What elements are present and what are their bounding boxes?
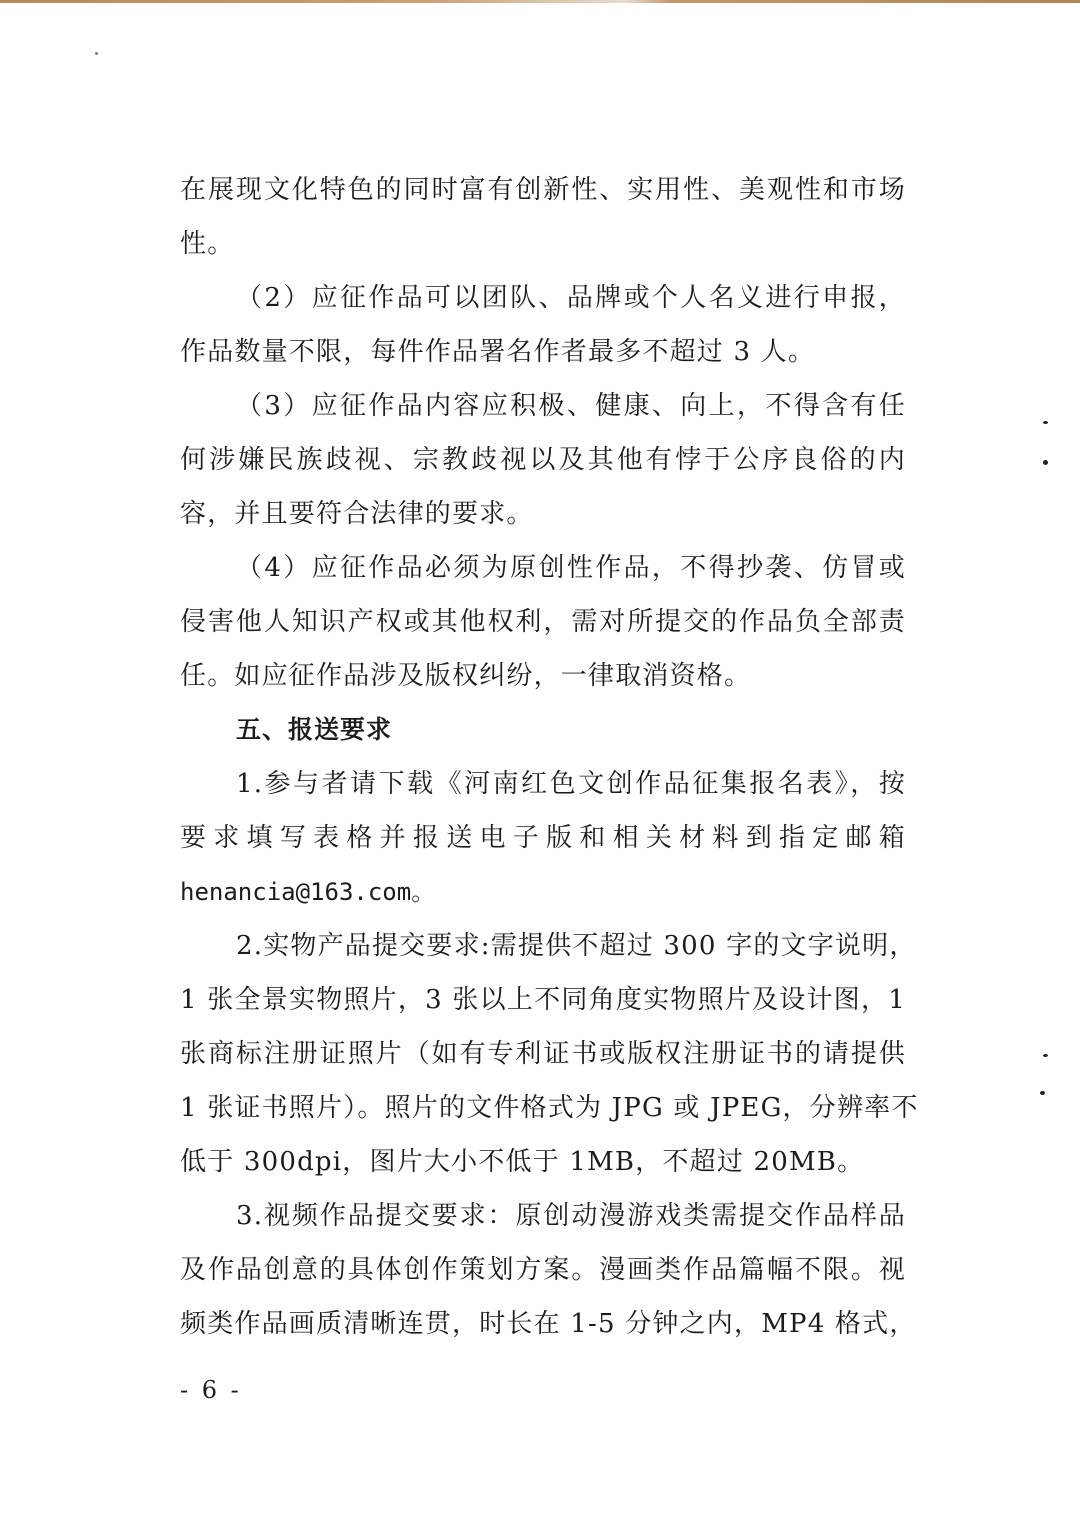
paragraph-line: （3）应征作品内容应积极、健康、向上，不得含有任 xyxy=(236,391,906,421)
scan-speck xyxy=(1043,421,1048,424)
paragraph-line: 侵害他人知识产权或其他权利，需对所提交的作品负全部责 xyxy=(180,607,906,637)
scan-speck xyxy=(95,52,98,55)
paragraph-line: 何涉嫌民族歧视、宗教歧视以及其他有悖于公序良俗的内 xyxy=(180,445,906,475)
document-page-body xyxy=(180,163,919,1351)
paragraph-line: 1 张全景实物照片，3 张以上不同角度实物照片及设计图，1 xyxy=(180,985,906,1015)
paragraph-line: 容，并且要符合法律的要求。 xyxy=(180,499,534,529)
paragraph-line: （2）应征作品可以团队、品牌或个人名义进行申报， xyxy=(236,283,906,313)
scan-speck xyxy=(1040,1091,1045,1095)
paragraph-line: 3.视频作品提交要求：原创动漫游戏类需提交作品样品 xyxy=(236,1201,906,1231)
email-address: henancia@163.com。 xyxy=(180,878,436,906)
page-number: - 6 - xyxy=(180,1376,242,1404)
scan-speck xyxy=(1043,1054,1048,1057)
paragraph-line: 在展现文化特色的同时富有创新性、实用性、美观性和市场 xyxy=(180,175,906,205)
paragraph-line: 张商标注册证照片（如有专利证书或版权注册证书的请提供 xyxy=(180,1039,906,1069)
paragraph-line: 及作品创意的具体创作策划方案。漫画类作品篇幅不限。视 xyxy=(180,1255,906,1285)
paragraph-line: 1.参与者请下载《河南红色文创作品征集报名表》，按 xyxy=(236,769,906,799)
paragraph-line: 2.实物产品提交要求:需提供不超过 300 字的文字说明， xyxy=(236,931,917,961)
paragraph-line: （4）应征作品必须为原创性作品，不得抄袭、仿冒或 xyxy=(236,553,906,583)
paragraph-line: 频类作品画质清晰连贯，时长在 1-5 分钟之内，MP4 格式， xyxy=(180,1309,917,1339)
paragraph-line: 要求填写表格并报送电子版和相关材料到指定邮箱 xyxy=(180,823,906,853)
section-heading: 五、报送要求 xyxy=(236,715,393,744)
scan-speck xyxy=(1043,460,1048,465)
paragraph-line: 任。如应征作品涉及版权纠纷，一律取消资格。 xyxy=(180,661,752,691)
paragraph-line: 作品数量不限，每件作品署名作者最多不超过 3 人。 xyxy=(180,337,816,367)
paragraph-line: 性。 xyxy=(180,229,235,259)
scan-edge-strip xyxy=(0,0,1080,3)
paragraph-line: 低于 300dpi，图片大小不低于 1MB，不超过 20MB。 xyxy=(180,1147,865,1177)
paragraph-line: 1 张证书照片）。照片的文件格式为 JPG 或 JPEG，分辨率不 xyxy=(180,1093,919,1123)
